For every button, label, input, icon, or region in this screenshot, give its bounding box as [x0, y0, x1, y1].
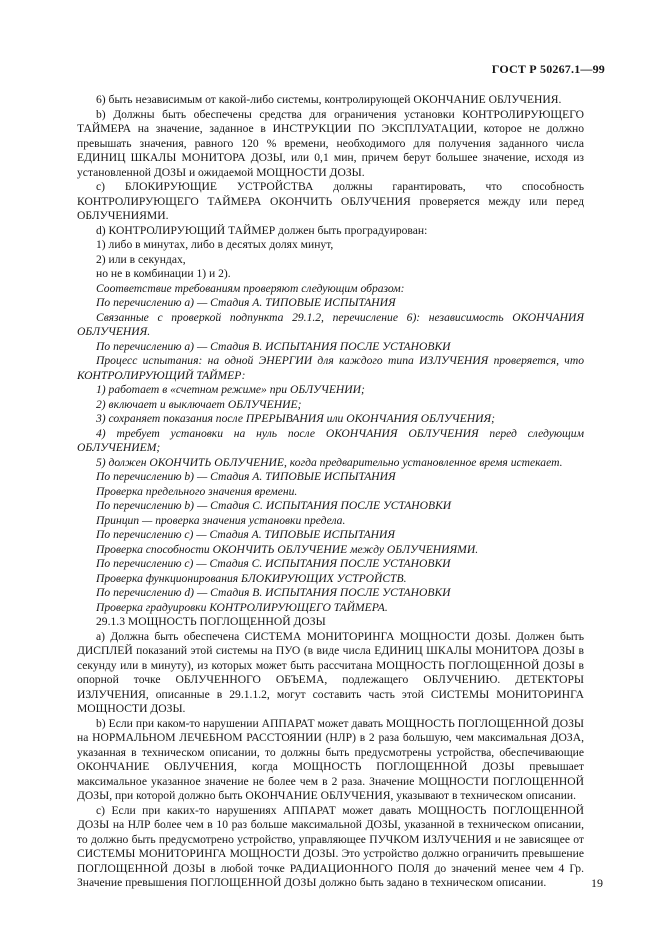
test-paragraph: Проверка функционирования БЛОКИРУЮЩИХ УСТРОЙСТВ. [96, 571, 407, 585]
test-paragraph: По перечислению b) — Стадия С. ИСПЫТАНИЯ ПОСЛЕ УСТАНОВКИ [96, 499, 452, 512]
test-paragraph: Проверка градуировки КОНТРОЛИРУЮЩЕГО ТАЙМЕРА. [96, 600, 388, 614]
standard-header: ГОСТ Р 50267.1—99 [491, 62, 605, 76]
paragraph: b) Должны быть обеспечены средства для ограничения установки КОНТРОЛИРУЮЩЕГО ТАЙМЕРА на значение, заданное в ИНСТРУКЦИИ ПО ЭКСПЛУАТАЦИИ, которое не должно превышать значения, равного 120 % времени, необходимого для получения заданного числа ЕДИНИЦ ШКАЛЫ МОНИТОРА ДОЗЫ, или 0,1 мин, причем берут большее значение, исходя из установленной ДОЗЫ и ожидаемой МОЩНОСТИ ДОЗЫ. [77, 107, 584, 179]
section-heading: 29.1.3 МОЩНОСТЬ ПОГЛОЩЕННОЙ ДОЗЫ [96, 615, 326, 628]
test-paragraph: По перечислению b) — Стадия А. ТИПОВЫЕ ИСПЫТАНИЯ [96, 470, 396, 483]
paragraph: a) Должна быть обеспечена СИСТЕМА МОНИТОРИНГА МОЩНОСТИ ДОЗЫ. Должен быть ДИСПЛЕЙ показаний этой системы на ПУО (в виде числа ЕДИНИЦ ШКАЛЫ МОНИТОРА ДОЗЫ в секунду или в минуту), из которых может быть рассчитана МОЩНОСТЬ ПОГЛОЩЕННОЙ ДОЗЫ в опорной точке ОБЛУЧЕННОГО ОБЪЕМА, подлежащего ОБЛУЧЕНИЮ. ДЕТЕКТОРЫ ИЗЛУЧЕНИЯ, описанные в 29.1.1.2, могут составить часть этой СИСТЕМЫ МОНИТОРИНГА МОЩНОСТИ ДОЗЫ. [77, 629, 584, 715]
test-list-item: 2) включает и выключает ОБЛУЧЕНИЕ; [96, 397, 302, 411]
document-body [77, 93, 584, 891]
test-paragraph: Процесс испытания: на одной ЭНЕРГИИ для каждого типа ИЗЛУЧЕНИЯ проверяется, что КОНТРОЛИРУЮЩИЙ ТАЙМЕР: [77, 354, 584, 382]
test-paragraph: По перечислению d) — Стадия В. ИСПЫТАНИЯ ПОСЛЕ УСТАНОВКИ [96, 586, 451, 599]
test-paragraph: По перечислению с) — Стадия С. ИСПЫТАНИЯ ПОСЛЕ УСТАНОВКИ [96, 557, 451, 570]
test-paragraph: Проверка предельного значения времени. [96, 484, 298, 498]
test-paragraph: Связанные с проверкой подпункта 29.1.2, перечисление 6): независимость ОКОНЧАНИЯ ОБЛУЧЕНИЯ. [77, 310, 584, 338]
paragraph: d) КОНТРОЛИРУЮЩИЙ ТАЙМЕР должен быть проградуирован: [96, 223, 428, 237]
test-list-item: 5) должен ОКОНЧИТЬ ОБЛУЧЕНИЕ, когда предварительно установленное время истекает. [96, 455, 563, 469]
page-number: 19 [591, 876, 603, 890]
test-paragraph: Соответствие требованиям проверяют следующим образом: [96, 281, 405, 295]
paragraph: 6) быть независимым от какой-либо системы, контролирующей ОКОНЧАНИЕ ОБЛУЧЕНИЯ. [96, 93, 562, 106]
paragraph: b) Если при каком-то нарушении АППАРАТ может давать МОЩНОСТЬ ПОГЛОЩЕННОЙ ДОЗЫ на НОРМАЛЬНОМ ЛЕЧЕБНОМ РАССТОЯНИИ (НЛР) в 2 раза большую, чем максимальная ДОЗА, указанная в техническом описании, то должны быть предусмотрены устройства, обеспечивающие ОКОНЧАНИЕ ОБЛУЧЕНИЯ, когда МОЩНОСТЬ ПОГЛОЩЕННОЙ ДОЗЫ превышает максимальное указанное значение не более чем в 2 раза. Значение МОЩНОСТИ ПОГЛОЩЕННОЙ ДОЗЫ, при которой должно быть ОКОНЧАНИЕ ОБЛУЧЕНИЯ, указывают в техническом описании. [77, 716, 584, 802]
test-paragraph: Проверка способности ОКОНЧИТЬ ОБЛУЧЕНИЕ между ОБЛУЧЕНИЯМИ. [96, 542, 479, 556]
paragraph: c) Если при каких-то нарушениях АППАРАТ может давать МОЩНОСТЬ ПОГЛОЩЕННОЙ ДОЗЫ на НЛР более чем в 10 раз больше максимальной ДОЗЫ, указанной в техническом описании, то должно быть предусмотрено устройство, управляющее ПУЧКОМ ИЗЛУЧЕНИЯ и не зависящее от СИСТЕМЫ МОНИТОРИНГА МОЩНОСТИ ДОЗЫ. Это устройство должно ограничить превышение ПОГЛОЩЕННОЙ ДОЗЫ в любой точке РАДИАЦИОННОГО ПОЛЯ до значений менее чем 4 Гр. Значение превышения ПОГЛОЩЕННОЙ ДОЗЫ должно быть задано в техническом описании. [77, 803, 584, 889]
list-item: 2) или в секундах, [96, 252, 186, 266]
list-item: 1) либо в минутах, либо в десятых долях минут, [96, 238, 334, 251]
paragraph: c) БЛОКИРУЮЩИЕ УСТРОЙСТВА должны гарантировать, что способность КОНТРОЛИРУЮЩЕГО ТАЙМЕРА ОКОНЧИТЬ ОБЛУЧЕНИЯ проверяется между или перед ОБЛУЧЕНИЯМИ. [77, 180, 584, 222]
test-list-item: 1) работает в «счетном режиме» при ОБЛУЧЕНИИ; [96, 383, 365, 396]
test-paragraph: По перечислению а) — Стадия В. ИСПЫТАНИЯ ПОСЛЕ УСТАНОВКИ [96, 339, 451, 353]
test-paragraph: По перечислению а) — Стадия А. ТИПОВЫЕ ИСПЫТАНИЯ [96, 296, 396, 309]
test-paragraph: По перечислению с) — Стадия А. ТИПОВЫЕ ИСПЫТАНИЯ [96, 528, 396, 541]
test-list-item: 4) требует установки на нуль после ОКОНЧАНИЯ ОБЛУЧЕНИЯ перед следующим ОБЛУЧЕНИЕМ; [77, 426, 584, 454]
test-list-item: 3) сохраняет показания после ПРЕРЫВАНИЯ или ОКОНЧАНИЯ ОБЛУЧЕНИЯ; [96, 412, 495, 425]
paragraph: но не в комбинации 1) и 2). [96, 267, 231, 280]
test-paragraph: Принцип — проверка значения установки предела. [96, 513, 346, 527]
